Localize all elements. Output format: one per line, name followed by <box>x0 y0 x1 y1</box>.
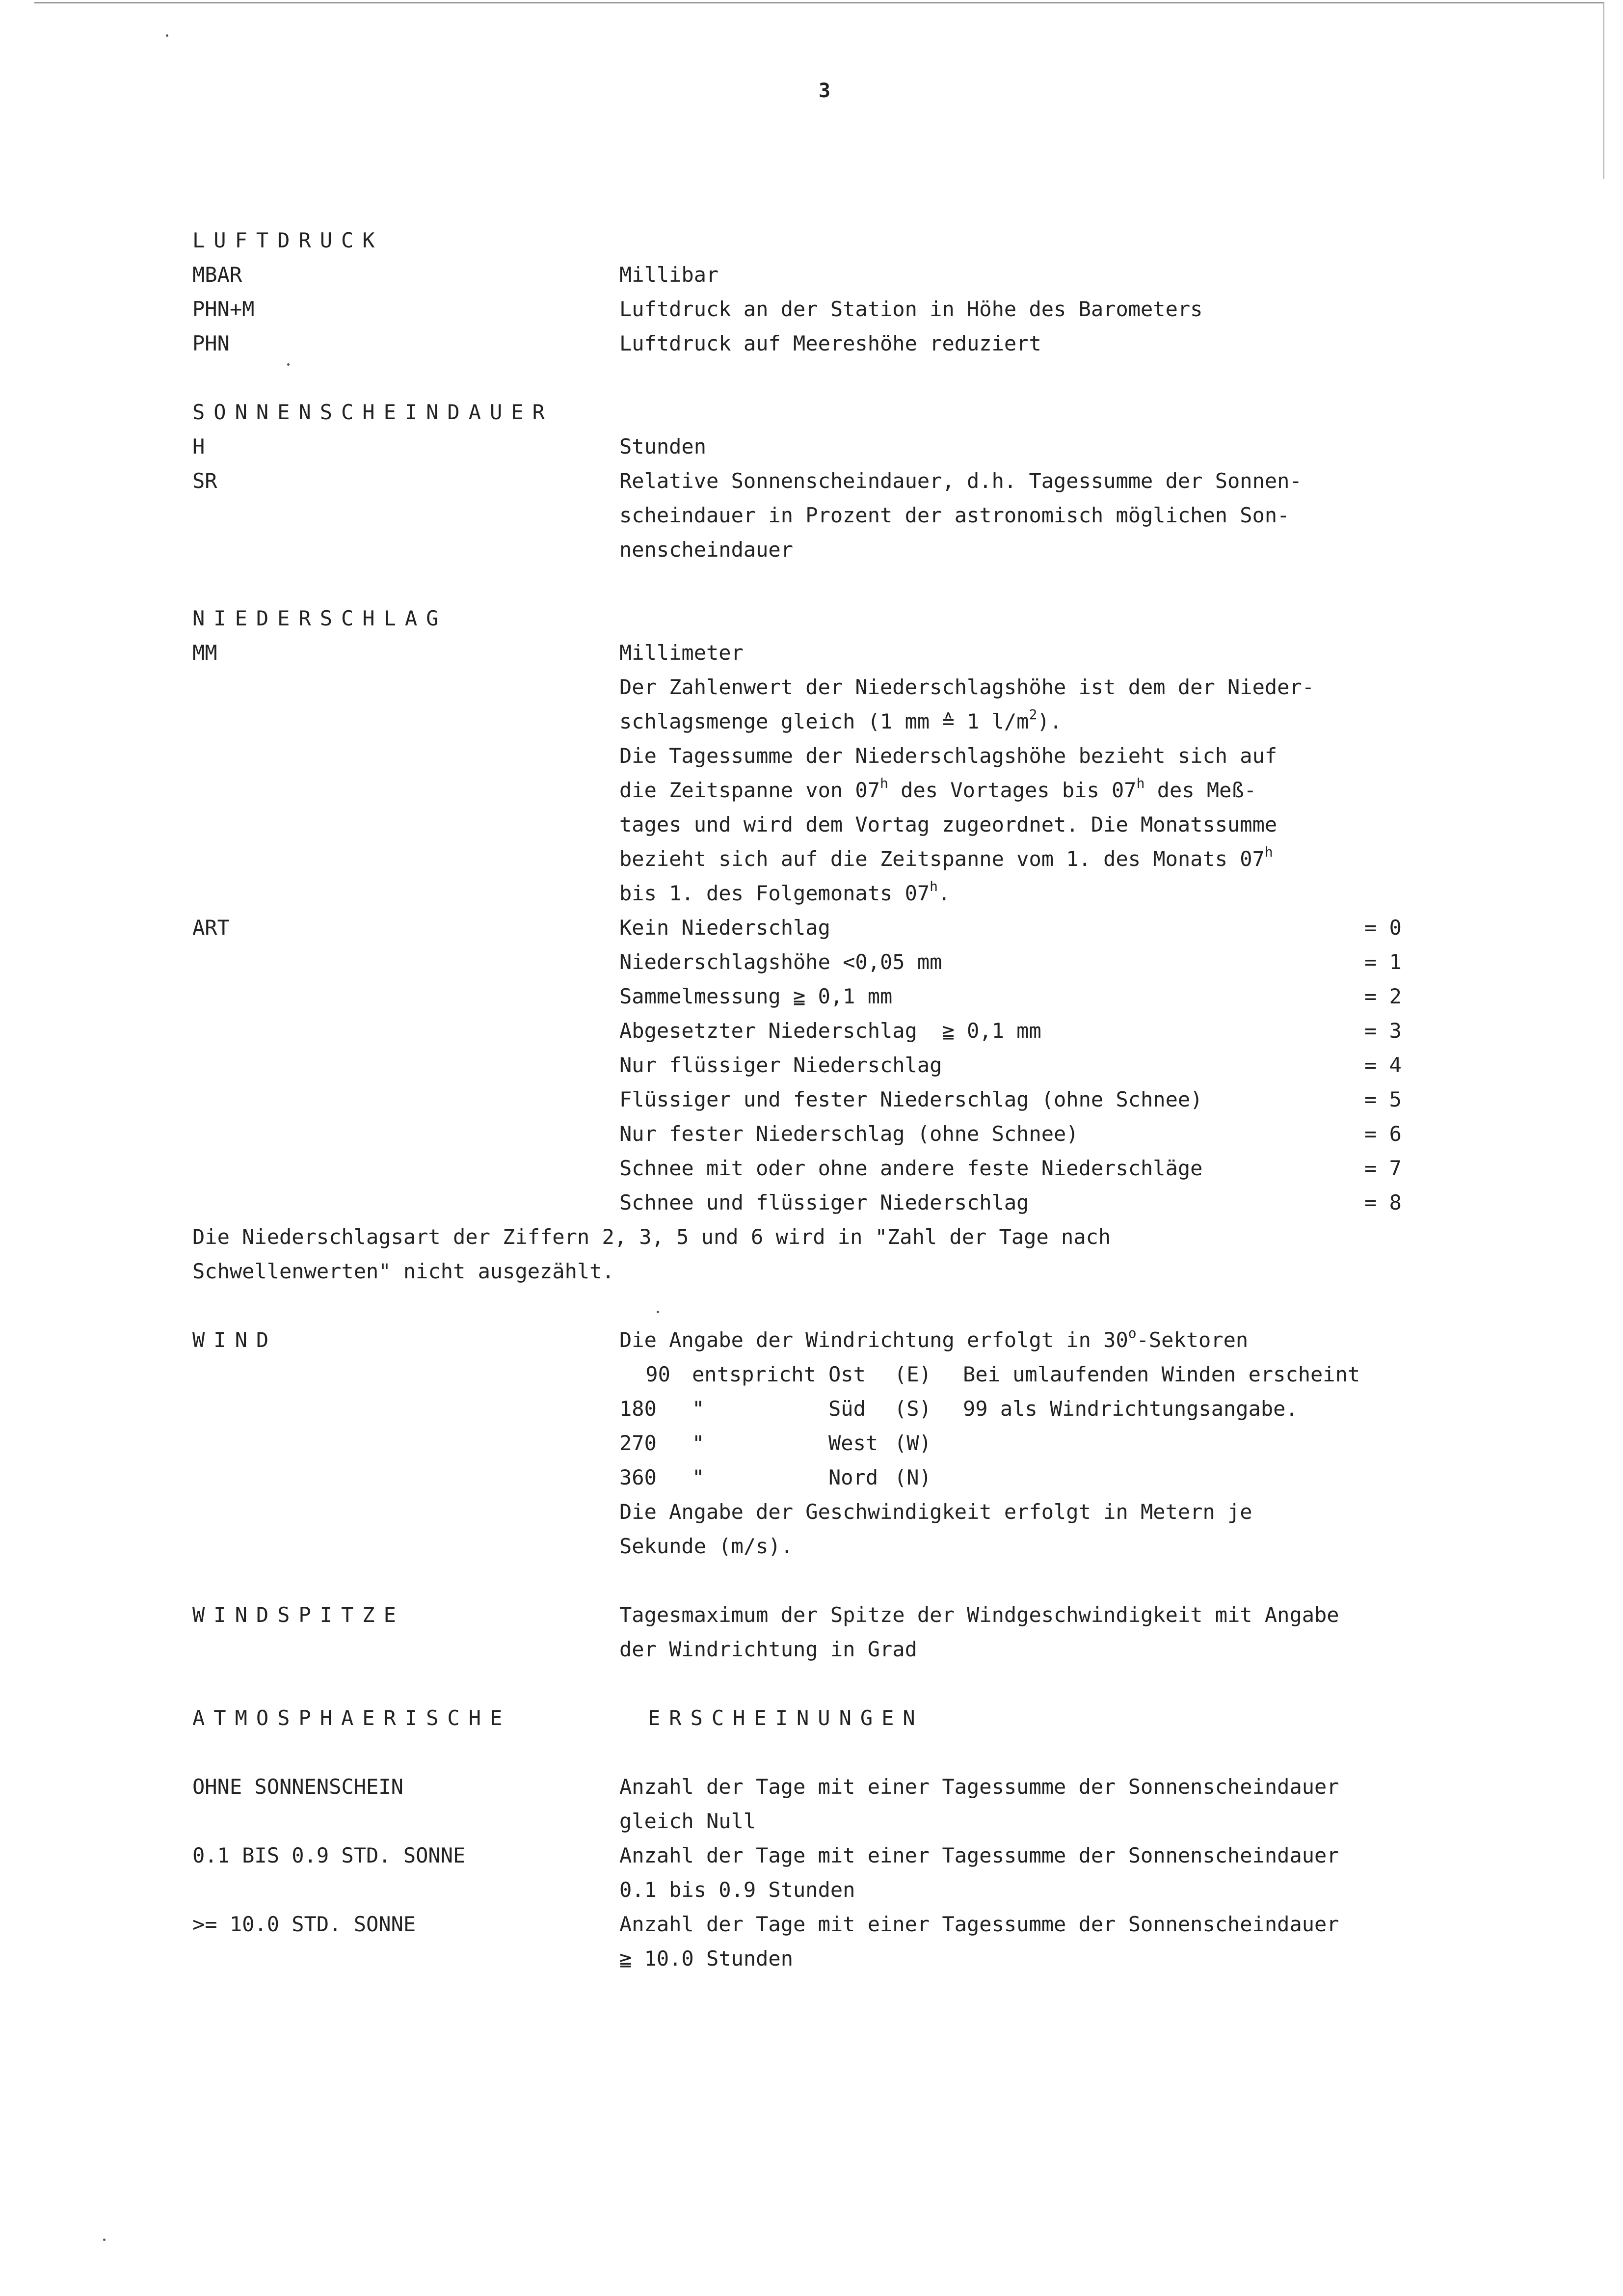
art-code: = 8 <box>1364 1190 1402 1215</box>
wind-speed-line-1: Die Angabe der Geschwindigkeit erfolgt in Metern je <box>619 1500 1252 1524</box>
mm-text-line-5: tages und wird dem Vortag zugeordnet. Die Monatssumme <box>619 812 1277 837</box>
art-code: = 1 <box>1364 950 1402 974</box>
wind-dir-name: Ost <box>828 1362 866 1386</box>
def-sr-line-1: Relative Sonnenscheindauer, d.h. Tagessumme der Sonnen- <box>619 469 1302 493</box>
windspitze-line-1: Tagesmaximum der Spitze der Windgeschwindigkeit mit Angabe <box>619 1603 1339 1627</box>
scan-speck <box>166 34 168 37</box>
wind-line-1: Die Angabe der Windrichtung erfolgt in 30$^o$-Sektoren <box>619 1325 1249 1352</box>
art-item: Schnee und flüssiger Niederschlag <box>619 1190 1029 1215</box>
def-phn-m: Luftdruck an der Station in Höhe des Barometers <box>619 297 1203 321</box>
mm-text-line-6: bezieht sich auf die Zeitspanne vom 1. des Monats 07$^h$ <box>619 844 1273 871</box>
def-sr-line-2: scheindauer in Prozent der astronomisch möglichen Son- <box>619 503 1290 527</box>
atmos-def-line: gleich Null <box>619 1809 756 1833</box>
wind-dir-abbr: (W) <box>894 1431 931 1455</box>
wind-deg: 360 <box>619 1465 657 1489</box>
term-0-1-bis-0-9-std-sonne: 0.1 BIS 0.9 STD. SONNE <box>192 1843 466 1867</box>
mm-text-line-1: Der Zahlenwert der Niederschlagshöhe ist dem der Nieder- <box>619 675 1315 699</box>
def-h: Stunden <box>619 434 707 459</box>
page-number: 3 <box>819 80 831 102</box>
scan-speck <box>287 363 290 366</box>
atmos-def-line: ≧ 10.0 Stunden <box>619 1946 794 1971</box>
section-heading-luftdruck: LUFTDRUCK <box>192 228 384 252</box>
windspitze-line-2: der Windrichtung in Grad <box>619 1637 917 1661</box>
wind-dir-name: West <box>828 1431 878 1455</box>
mm-text-line-7: bis 1. des Folgemonats 07$^h$. <box>619 878 951 905</box>
wind-dir-abbr: (E) <box>894 1362 931 1386</box>
term-mm: MM <box>192 641 217 665</box>
scan-speck <box>103 2239 106 2241</box>
term-phn: PHN <box>192 331 230 355</box>
atmos-def-line: 0.1 bis 0.9 Stunden <box>619 1878 855 1902</box>
art-item: Niederschlagshöhe <0,05 mm <box>619 950 942 974</box>
art-code: = 4 <box>1364 1053 1402 1077</box>
def-mm: Millimeter <box>619 641 744 665</box>
art-code: = 6 <box>1364 1122 1402 1146</box>
art-item: Nur fester Niederschlag (ohne Schnee) <box>619 1122 1079 1146</box>
def-sr-line-3: nenscheindauer <box>619 538 794 562</box>
section-heading-sonnenscheindauer: SONNENSCHEINDAUER <box>192 400 554 424</box>
wind-deg: 270 <box>619 1431 657 1455</box>
wind-speed-line-2: Sekunde (m/s). <box>619 1534 794 1558</box>
art-code: = 3 <box>1364 1019 1402 1043</box>
wind-word: " <box>692 1397 705 1421</box>
art-item: Schnee mit oder ohne andere feste Niederschläge <box>619 1156 1203 1180</box>
wind-word: " <box>692 1465 705 1489</box>
wind-word: " <box>692 1431 705 1455</box>
section-heading-wind: WIND <box>192 1328 278 1352</box>
niederschlag-note-line-2: Schwellenwerten" nicht ausgezählt. <box>192 1259 614 1283</box>
art-item: Kein Niederschlag <box>619 916 830 940</box>
term-h: H <box>192 434 205 459</box>
art-code: = 5 <box>1364 1087 1402 1111</box>
art-item: Nur flüssiger Niederschlag <box>619 1053 942 1077</box>
atmos-def-line: Anzahl der Tage mit einer Tagessumme der Sonnenscheindauer <box>619 1843 1339 1867</box>
wind-deg: 180 <box>619 1397 657 1421</box>
art-item: Abgesetzter Niederschlag ≧ 0,1 mm <box>619 1019 1041 1043</box>
scan-edge-top <box>34 2 1603 3</box>
wind-dir-abbr: (S) <box>894 1397 931 1421</box>
wind-side-note-line-1: Bei umlaufenden Winden erscheint <box>963 1362 1360 1386</box>
def-phn: Luftdruck auf Meereshöhe reduziert <box>619 331 1041 355</box>
term-phn-m: PHN+M <box>192 297 255 321</box>
art-code: = 7 <box>1364 1156 1402 1180</box>
wind-side-note-line-2: 99 als Windrichtungsangabe. <box>963 1397 1298 1421</box>
atmos-def-line: Anzahl der Tage mit einer Tagessumme der Sonnenscheindauer <box>619 1912 1339 1936</box>
section-heading-niederschlag: NIEDERSCHLAG <box>192 606 448 630</box>
atmos-def-line: Anzahl der Tage mit einer Tagessumme der Sonnenscheindauer <box>619 1775 1339 1799</box>
scan-speck <box>657 1311 659 1313</box>
term-ge-10-std-sonne: >= 10.0 STD. SONNE <box>192 1912 416 1936</box>
def-mbar: Millibar <box>619 263 719 287</box>
wind-dir-abbr: (N) <box>894 1465 931 1489</box>
wind-dir-name: Nord <box>828 1465 878 1489</box>
art-code: = 0 <box>1364 916 1402 940</box>
mm-text-line-3: Die Tagessumme der Niederschlagshöhe bezieht sich auf <box>619 744 1277 768</box>
term-art: ART <box>192 916 230 940</box>
wind-word: entspricht <box>692 1362 816 1386</box>
art-item: Flüssiger und fester Niederschlag (ohne Schnee) <box>619 1087 1203 1111</box>
term-ohne-sonnenschein: OHNE SONNENSCHEIN <box>192 1775 403 1799</box>
art-item: Sammelmessung ≧ 0,1 mm <box>619 984 893 1008</box>
mm-text-line-2: schlagsmenge gleich (1 mm ≙ 1 $l/m^2$). <box>619 706 1062 733</box>
wind-deg: 90 <box>633 1362 670 1386</box>
niederschlag-note-line-1: Die Niederschlagsart der Ziffern 2, 3, 5 und 6 wird in "Zahl der Tage nach <box>192 1225 1111 1249</box>
section-heading-erscheinungen: ERSCHEINUNGEN <box>648 1706 924 1730</box>
mm-text-line-4: die Zeitspanne von 07$^h$ des Vortages bis 07$^h$ des Meß- <box>619 775 1257 802</box>
wind-dir-name: Süd <box>828 1397 866 1421</box>
term-sr: SR <box>192 469 217 493</box>
section-heading-atmosphaerische: ATMOSPHAERISCHE <box>192 1706 511 1730</box>
scan-edge-right <box>1603 2 1604 179</box>
section-heading-windspitze: WINDSPITZE <box>192 1603 405 1627</box>
art-code: = 2 <box>1364 984 1402 1008</box>
term-mbar: MBAR <box>192 263 242 287</box>
